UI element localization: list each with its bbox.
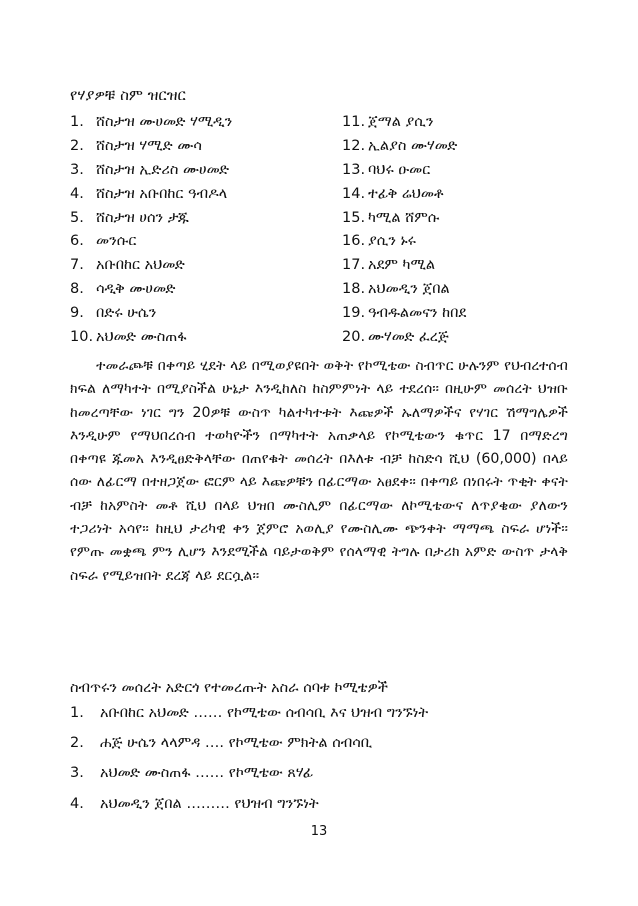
item-name: ካሚል ሸምሱ [368, 209, 440, 226]
item-name: ሸስታዝ ሙሀመድ ሃሚዲን [96, 114, 233, 130]
item-name: ሸስታዝ ሃሚድ ሙሳ [96, 137, 202, 154]
item-number: 1. [70, 705, 84, 721]
list-item [70, 281, 570, 305]
item-name: ሸስታዝ አቡበከር ዓብዶላ [96, 185, 228, 202]
item-text: ሐጅ ሁሴን ላላምዳ …. የኮሚቴው ምክትል ሰብሳቢ [100, 735, 373, 752]
item-name: አደም ካሚል [368, 257, 436, 274]
list-item [70, 735, 570, 765]
item-name: አቡበከር አህመድ [96, 257, 185, 274]
list-item [70, 765, 570, 795]
item-number: 8. [70, 281, 84, 298]
item-name: መንሱር [96, 233, 137, 250]
item-name: ዓብዱልመናን ከበደ [368, 305, 467, 322]
item-name: ያሲን ኑሩ [368, 233, 416, 250]
body-paragraph: ተመራጮቹ በቀጣይ ሂደት ላይ በሚወያዩበት ወቅት የኮሚቴው ስብጥር ሁሉንም የህብረተሰብ ክፍል ለማካተት በሚያስችል ሁኔታ እንዲከለስ ከስምምነት ላይ ተደረሰ፡፡ በዚሁም መሰረት ህዝቡ ከመረጣቸው ነገር ግን 20ዎቹ ውስጥ ካልተካተቱት እጩዎች ኡለማዎችና የሃገር ሽማግሌዎች እንዲሁም የማህበረሰብ ተወካዮችን በማካተት አጠቃላይ የኮሚቴውን ቁጥር 17 በማድረግ በቀጣዩ ጁመአ እንዲፀድቅላቸው በጠየቁት መሰረት በእለቱ ብቻ ከስድሳ ሺህ (60,000) በላይ ሰው ለፊርማ በተዘጋጀው ፎርም ላይ እጩዎቹን በፊርማው አፀደቀ፡፡ በቀጣይ በነበሩት ጥቂት ቀናት ብቻ ከአምስት መቶ ሺህ በላይ ህዝበ ሙስሊም በፊርማው ለኮሚቴውና ለጥያቄው ያለውን ተጋሪነት አሳየ፡፡ ከዚህ ታሪካዊ ቀን ጀምሮ አወሊያ የሙስሊሙ ጭንቀት ማማጫ ስፍራ ሆነች፡፡ የምጡ መቋጫ ምን ሊሆን እንደሚችል ባይታወቅም የሰላማዊ ትግሉ በታሪክ አምድ ውስጥ ታላቅ ስፍራ የሚይዝበት ደረጃ ላይ ደርሷል፡፡ [70, 358, 568, 584]
item-name: በድሩ ሁሴን [96, 305, 157, 322]
list-item [70, 329, 570, 353]
item-number: 10. [70, 329, 94, 346]
item-name: ሳዲቅ ሙሀመድ [96, 281, 176, 298]
item-number: 16. [342, 233, 366, 250]
item-number: 20. [342, 329, 366, 346]
item-number: 14. [342, 185, 366, 202]
names-list [70, 114, 570, 353]
list-item [70, 257, 570, 281]
item-number: 13. [342, 161, 366, 178]
item-number: 12. [342, 137, 366, 154]
list-item [70, 796, 570, 826]
item-number: 18. [342, 281, 366, 298]
item-text: አህመዲን ጀበል ……… የህዝብ ግንኙነት [100, 795, 319, 812]
item-number: 6. [70, 233, 84, 250]
list-item [70, 114, 570, 138]
item-number: 4. [70, 185, 84, 202]
committee-heading: ስብጥሩን መሰረት አድርጎ የተመረጡት አስራ ሰባቱ ኮሚቴዎች [70, 680, 388, 696]
item-number: 1. [70, 114, 84, 130]
item-text: አህመድ ሙስጠፋ …… የኮሚቴው ጸሃፊ [100, 765, 314, 782]
list-heading: የሃያዎቹ ስም ዝርዝር [70, 86, 186, 104]
item-name: ሙሃመድ ፈረጅ [368, 329, 449, 346]
item-number: 9. [70, 305, 84, 322]
item-name: ባህሩ ዑመር [368, 161, 431, 178]
list-item [70, 305, 570, 329]
item-name: ጀማል ያሲን [368, 114, 434, 130]
item-number: 2. [70, 735, 84, 752]
list-item [70, 233, 570, 257]
item-name: ኢልያስ ሙሃመድ [368, 137, 458, 154]
item-number: 19. [342, 305, 366, 322]
item-number: 11. [342, 114, 366, 130]
item-name: አህመድ ሙስጠፋ [96, 329, 187, 346]
item-name: ሸስታዝ ኢድሪስ ሙሀመድ [96, 161, 230, 178]
list-item [70, 210, 570, 234]
list-item [70, 138, 570, 162]
item-number: 3. [70, 765, 84, 782]
committee-list [70, 705, 570, 826]
item-number: 7. [70, 257, 84, 274]
item-number: 4. [70, 795, 84, 812]
list-item [70, 705, 570, 735]
item-name: አህመዲን ጀበል [368, 281, 450, 298]
list-item [70, 162, 570, 186]
page-number: 13 [310, 824, 328, 839]
item-number: 5. [70, 209, 84, 226]
item-name: ተፊቅ ሬህመቶ [368, 185, 444, 202]
item-number: 15. [342, 209, 366, 226]
list-item [70, 186, 570, 210]
item-number: 17. [342, 257, 366, 274]
item-text: አቡበከር አህመድ …… የኮሚቴው ሰብሳቢ እና ህዝብ ግንኙነት [100, 705, 429, 721]
item-number: 3. [70, 161, 84, 178]
item-name: ሸስታዝ ሀሰን ታጁ [96, 209, 189, 226]
item-number: 2. [70, 137, 84, 154]
